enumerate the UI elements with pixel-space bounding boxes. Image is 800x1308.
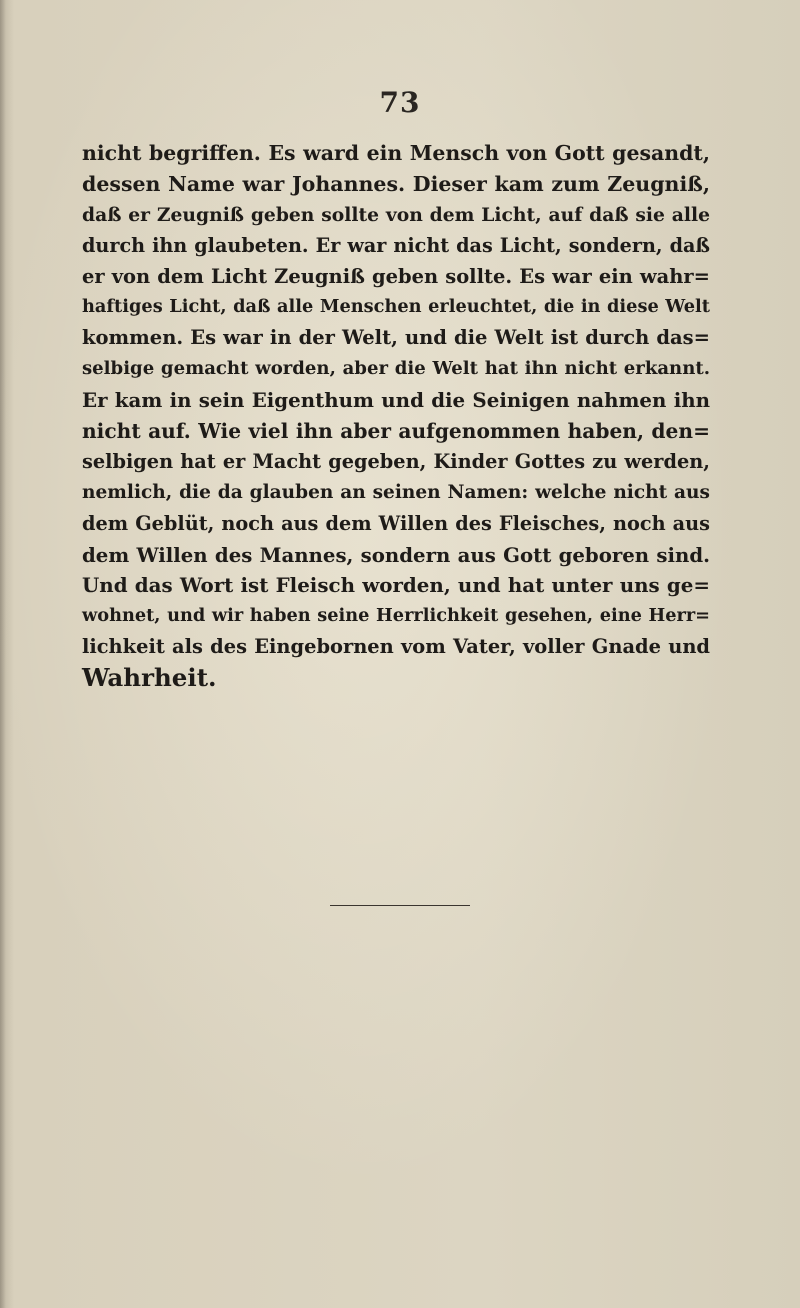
text-line: er von dem Licht Zeugniß geben sollte. Es war ein wahr= <box>82 264 710 288</box>
text-line: selbige gemacht worden, aber die Welt hat ihn nicht erkannt. <box>82 358 710 380</box>
body-text <box>82 138 710 694</box>
text-line: kommen. Es war in der Welt, und die Welt ist durch das= <box>82 326 710 350</box>
page-number: 73 <box>379 86 421 119</box>
text-line: nicht auf. Wie viel ihn aber aufgenommen haben, den= <box>82 419 710 444</box>
text-line: wohnet, und wir haben seine Herrlichkeit gesehen, eine Herr= <box>82 605 710 627</box>
text-line: nemlich, die da glauben an seinen Namen: welche nicht aus <box>82 481 710 503</box>
text-line: selbigen hat er Macht gegeben, Kinder Gottes zu werden, <box>82 449 710 473</box>
section-divider <box>330 905 470 906</box>
text-line: Er kam in sein Eigenthum und die Seinigen nahmen ihn <box>82 388 710 413</box>
text-line: lichkeit als des Eingebornen vom Vater, voller Gnade und <box>82 635 710 659</box>
text-line: durch ihn glaubeten. Er war nicht das Licht, sondern, daß <box>82 233 710 257</box>
text-line: dem Geblüt, noch aus dem Willen des Fleisches, noch aus <box>82 511 710 535</box>
text-line: Und das Wort ist Fleisch worden, und hat unter uns ge= <box>82 573 710 598</box>
text-line: dessen Name war Johannes. Dieser kam zum Zeugniß, <box>82 171 710 196</box>
text-line: dem Willen des Mannes, sondern aus Gott geboren sind. <box>82 542 710 567</box>
text-line: daß er Zeugniß geben sollte von dem Licht, auf daß sie alle <box>82 203 710 226</box>
text-line: nicht begriffen. Es ward ein Mensch von Gott gesandt, <box>82 141 710 165</box>
text-line: haftiges Licht, daß alle Menschen erleuchtet, die in diese Welt <box>82 296 710 318</box>
text-line: Wahrheit. <box>82 663 217 693</box>
